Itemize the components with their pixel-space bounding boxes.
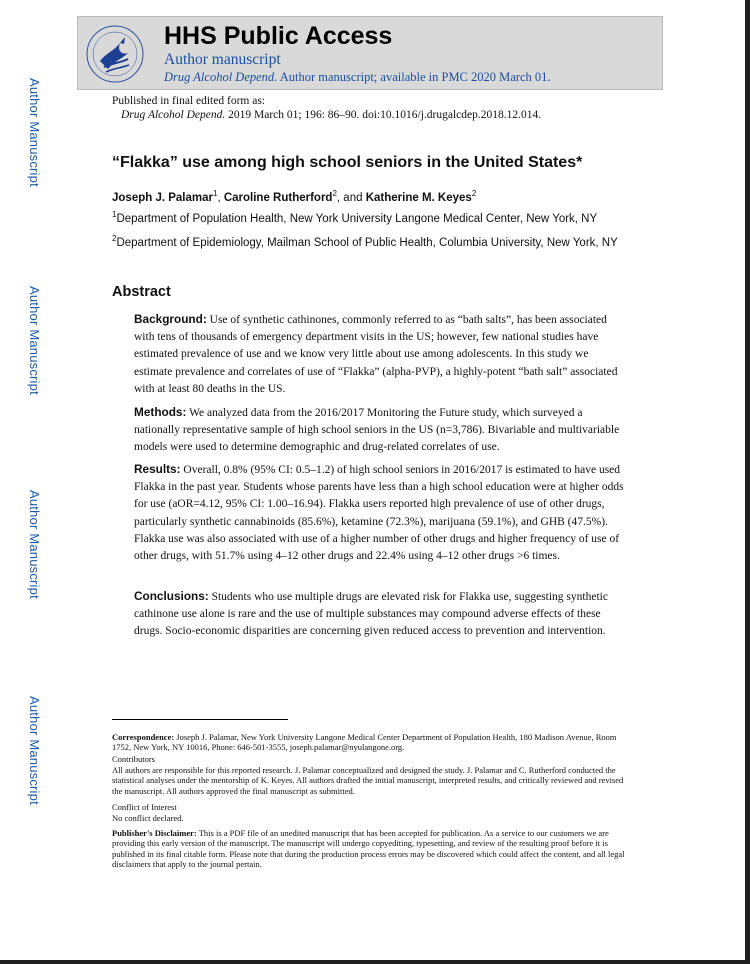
hhs-eagle-seal-icon: [84, 23, 146, 85]
conflict-text: No conflict declared.: [112, 813, 184, 823]
abstract-section-text: Overall, 0.8% (95% CI: 0.5–1.2) of high school seniors in 2016/2017 is estimated to have used Flakka in the past year. Students whose parents have less than a high school education were at higher odds for use (aOR=4.12, 95% CI: 1.00–16.94). Flakka users reported high prevalence of use of other drugs, particularly synthetic cannabinoids (85.6%), ketamine (72.3%), marijuana (59.1%), and GHB (47.5%). Flakka use was also associated with use of a higher number of other drugs and higher frequency of use of other drugs, with 51.7% using 4–12 other drugs and 22.4% using 4–12 other drugs >6 times.: [134, 464, 624, 563]
abstract-results: [134, 461, 626, 565]
abstract-section-text: We analyzed data from the 2016/2017 Monitoring the Future study, which surveyed a nationally representative sample of high school seniors in the US (n=3,786). Bivariable and multivariable models were used to determine demographic and drug-related correlates of use.: [134, 407, 620, 454]
header-availability-text: Author manuscript; available in PMC 2020 March 01.: [277, 70, 551, 84]
affil-marker: 1: [112, 210, 117, 220]
abstract-section-label: Methods:: [134, 405, 187, 419]
author-separator: , and: [336, 192, 366, 204]
citation-journal: Drug Alcohol Depend.: [121, 109, 226, 121]
page-frame-bottom: [0, 960, 750, 964]
hhs-header-banner: [77, 16, 663, 90]
affiliation-1: [112, 211, 637, 228]
conflict-heading: Conflict of Interest: [112, 802, 177, 812]
abstract-conclusions: [134, 588, 626, 641]
author-list: [112, 189, 477, 204]
header-availability: [164, 70, 551, 85]
correspondence-text: Joseph J. Palamar, New York University Langone Medical Center Department of Population Health, 180 Madison Avenue, Room 1752, New York, NY 10016, Phone: 646-501-3555, joseph.palamar@nyulangone.org.: [112, 732, 617, 753]
abstract-section-text: Use of synthetic cathinones, commonly referred to as “bath salts”, has been associated with tens of thousands of emergency department visits in the US; however, few national studies have estimated prevalence of use and we know very little about use among adolescents. In this study we estimate prevalence and correlates of use of “Flakka” (alpha-PVP), a highly-potent “bath salt” associated with at least 80 deaths in the US.: [134, 314, 618, 395]
affil-text: Department of Epidemiology, Mailman School of Public Health, Columbia University, New York, NY: [116, 237, 618, 249]
header-journal: Drug Alcohol Depend.: [164, 70, 278, 84]
side-label-author-manuscript: Author Manuscript: [27, 696, 42, 805]
affiliation-2: [112, 235, 637, 252]
affil-text: Department of Population Health, New York University Langone Medical Center, New York, NY: [116, 213, 598, 225]
abstract-section-label: Conclusions:: [134, 589, 209, 603]
citation-details: 2019 March 01; 196: 86–90. doi:10.1016/j.drugalcdep.2018.12.014.: [225, 109, 542, 121]
disclaimer-text: This is a PDF file of an unedited manuscript that has been accepted for publication. As a service to our customers we are providing this early version of the manuscript. The manuscript will undergo copyediting, typesetting, and review of the resulting proof before it is published in its final citable form. Please note that during the production process errors may be discovered which could affect the content, and all legal disclaimers that apply to the journal pertain.: [112, 828, 625, 870]
header-subtitle: Author manuscript: [164, 51, 281, 68]
article-title: “Flakka” use among high school seniors in the United States*: [112, 154, 583, 171]
disclaimer-label: Publisher's Disclaimer:: [112, 828, 197, 838]
author-name: Caroline Rutherford: [223, 192, 333, 204]
published-label: Published in final edited form as:: [112, 95, 265, 107]
abstract-section-text: Students who use multiple drugs are elevated risk for Flakka use, suggesting synthetic cathinone use alone is rare and the use of multiple substances may compound adverse effects of these drugs. Socio-economic disparities are concerning given reduced access to prevention and intervention.: [134, 591, 608, 638]
affil-marker: 2: [112, 234, 117, 244]
author-separator: ,: [217, 192, 224, 204]
author-affil-marker: 1: [213, 189, 218, 199]
contributors-heading: Contributors: [112, 754, 155, 764]
publisher-disclaimer: [112, 828, 634, 870]
page-frame-right: [745, 0, 750, 964]
abstract-background: [134, 311, 626, 398]
author-name: Katherine M. Keyes: [365, 192, 472, 204]
author-affil-marker: 2: [471, 189, 477, 199]
abstract-heading: Abstract: [112, 284, 171, 300]
author-name: Joseph J. Palamar: [112, 192, 213, 204]
header-title: HHS Public Access: [164, 22, 393, 50]
correspondence-footnote: [112, 732, 634, 753]
footnote-divider: [112, 719, 288, 720]
side-label-author-manuscript: Author Manuscript: [27, 78, 42, 187]
side-label-author-manuscript: Author Manuscript: [27, 286, 42, 395]
author-affil-marker: 2: [332, 189, 337, 199]
publication-citation: [121, 109, 541, 121]
contributors-text: All authors are responsible for this reported research. J. Palamar conceptualized and designed the study. J. Palamar and C. Rutherford conducted the statistical analyses under the mentorship of K. Keyes. All authors drafted the initial manuscript, interpreted results, and critically reviewed and revised the manuscript. All authors approved the final manuscript as submitted.: [112, 765, 624, 796]
abstract-section-label: Results:: [134, 462, 181, 476]
side-label-author-manuscript: Author Manuscript: [27, 490, 42, 599]
abstract-section-label: Background:: [134, 312, 207, 326]
correspondence-label: Correspondence:: [112, 732, 175, 742]
abstract-methods: [134, 404, 626, 457]
